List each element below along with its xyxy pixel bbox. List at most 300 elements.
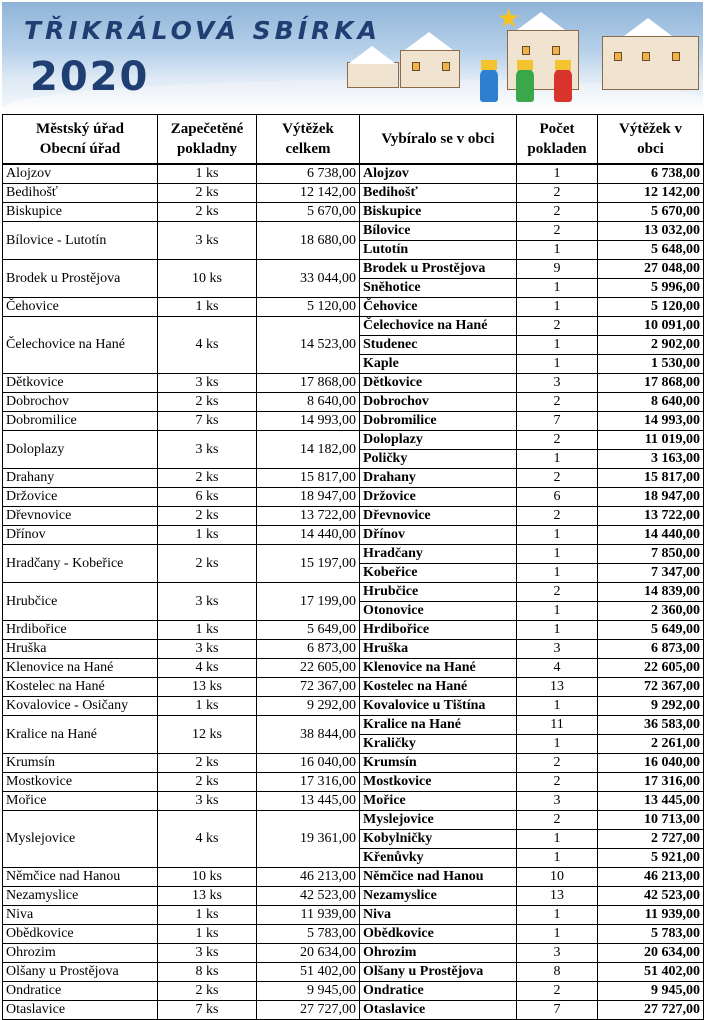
village-yield-cell: 3 163,00 [598, 450, 704, 469]
box-count-cell: 1 [517, 526, 598, 545]
header-yield-total [257, 115, 360, 165]
village-yield-cell: 10 091,00 [598, 317, 704, 336]
sealed-boxes-cell: 2 ks [158, 507, 257, 526]
box-count-cell: 2 [517, 982, 598, 1001]
village-name-cell: Mořice [360, 792, 517, 811]
table-row [3, 773, 704, 792]
village-yield-cell: 2 360,00 [598, 602, 704, 621]
sealed-boxes-cell: 1 ks [158, 697, 257, 716]
village-yield-cell: 17 316,00 [598, 773, 704, 792]
header-office [3, 115, 158, 165]
box-count-cell: 1 [517, 735, 598, 754]
sealed-boxes-cell: 2 ks [158, 184, 257, 203]
office-name-cell: Němčice nad Hanou [3, 868, 158, 887]
village-name-cell: Kovalovice u Tištína [360, 697, 517, 716]
office-name-cell: Hrdibořice [3, 621, 158, 640]
village-name-cell: Poličky [360, 450, 517, 469]
box-count-cell: 2 [517, 222, 598, 241]
village-yield-cell: 1 530,00 [598, 355, 704, 374]
yield-total-cell: 33 044,00 [257, 260, 360, 298]
yield-total-cell: 11 939,00 [257, 906, 360, 925]
sealed-boxes-cell: 3 ks [158, 431, 257, 469]
box-count-cell: 2 [517, 431, 598, 450]
yield-total-cell: 22 605,00 [257, 659, 360, 678]
village-yield-cell: 13 032,00 [598, 222, 704, 241]
yield-total-cell: 17 868,00 [257, 374, 360, 393]
office-name-cell: Olšany u Prostějova [3, 963, 158, 982]
box-count-cell: 8 [517, 963, 598, 982]
village-yield-cell: 72 367,00 [598, 678, 704, 697]
yield-total-cell: 5 670,00 [257, 203, 360, 222]
office-name-cell: Obědkovice [3, 925, 158, 944]
header-yield-total-line2: celkem [285, 141, 331, 157]
office-name-cell: Nezamyslice [3, 887, 158, 906]
table-row [3, 621, 704, 640]
office-name-cell: Hrubčice [3, 583, 158, 621]
office-name-cell: Otaslavice [3, 1001, 158, 1020]
yield-total-cell: 5 649,00 [257, 621, 360, 640]
box-count-cell: 6 [517, 488, 598, 507]
village-yield-cell: 8 640,00 [598, 393, 704, 412]
box-count-cell: 7 [517, 1001, 598, 1020]
header-sealed-boxes [158, 115, 257, 165]
sealed-boxes-cell: 2 ks [158, 982, 257, 1001]
sealed-boxes-cell: 3 ks [158, 583, 257, 621]
yield-total-cell: 6 738,00 [257, 164, 360, 184]
village-name-cell: Lutotín [360, 241, 517, 260]
table-row [3, 583, 704, 602]
yield-total-cell: 14 440,00 [257, 526, 360, 545]
village-yield-cell: 46 213,00 [598, 868, 704, 887]
box-count-cell: 1 [517, 545, 598, 564]
table-row [3, 716, 704, 735]
header-office-line1: Městský úřad [36, 121, 124, 137]
yield-total-cell: 15 817,00 [257, 469, 360, 488]
yield-total-cell: 17 316,00 [257, 773, 360, 792]
header-sealed-line1: Zapečetěné [170, 121, 244, 137]
village-yield-cell: 10 713,00 [598, 811, 704, 830]
sealed-boxes-cell: 3 ks [158, 640, 257, 659]
village-name-cell: Kraličky [360, 735, 517, 754]
table-row [3, 906, 704, 925]
window-icon [442, 62, 450, 71]
box-count-cell: 3 [517, 792, 598, 811]
village-yield-cell: 5 921,00 [598, 849, 704, 868]
village-yield-cell: 9 945,00 [598, 982, 704, 1001]
table-row [3, 469, 704, 488]
box-count-cell: 1 [517, 564, 598, 583]
village-yield-cell: 7 850,00 [598, 545, 704, 564]
village-yield-cell: 9 292,00 [598, 697, 704, 716]
table-row [3, 868, 704, 887]
header-yield-village-line2: obci [637, 141, 664, 157]
table-row [3, 526, 704, 545]
window-icon [552, 46, 560, 55]
table-row [3, 488, 704, 507]
sealed-boxes-cell: 10 ks [158, 868, 257, 887]
yield-total-cell: 5 120,00 [257, 298, 360, 317]
village-yield-cell: 13 445,00 [598, 792, 704, 811]
sealed-boxes-cell: 4 ks [158, 811, 257, 868]
village-yield-cell: 5 670,00 [598, 203, 704, 222]
village-yield-cell: 7 347,00 [598, 564, 704, 583]
box-count-cell: 1 [517, 906, 598, 925]
village-name-cell: Dřínov [360, 526, 517, 545]
village-yield-cell: 36 583,00 [598, 716, 704, 735]
sealed-boxes-cell: 2 ks [158, 773, 257, 792]
yield-total-cell: 18 947,00 [257, 488, 360, 507]
box-count-cell: 13 [517, 887, 598, 906]
box-count-cell: 1 [517, 925, 598, 944]
village-name-cell: Dobrochov [360, 393, 517, 412]
box-count-cell: 3 [517, 944, 598, 963]
sealed-boxes-cell: 12 ks [158, 716, 257, 754]
office-name-cell: Mostkovice [3, 773, 158, 792]
yield-total-cell: 19 361,00 [257, 811, 360, 868]
table-header [3, 115, 704, 165]
village-yield-cell: 14 440,00 [598, 526, 704, 545]
table-row [3, 507, 704, 526]
box-count-cell: 1 [517, 830, 598, 849]
table-row [3, 925, 704, 944]
village-name-cell: Němčice nad Hanou [360, 868, 517, 887]
village-yield-cell: 11 939,00 [598, 906, 704, 925]
office-name-cell: Kralice na Hané [3, 716, 158, 754]
table-row [3, 412, 704, 431]
village-yield-cell: 2 261,00 [598, 735, 704, 754]
office-name-cell: Biskupice [3, 203, 158, 222]
village-name-cell: Čehovice [360, 298, 517, 317]
box-count-cell: 2 [517, 469, 598, 488]
box-count-cell: 2 [517, 317, 598, 336]
village-name-cell: Dřevnovice [360, 507, 517, 526]
office-name-cell: Bílovice - Lutotín [3, 222, 158, 260]
crown-icon [555, 60, 571, 70]
village-name-cell: Dobromilice [360, 412, 517, 431]
table-row [3, 640, 704, 659]
table-row [3, 944, 704, 963]
village-yield-cell: 27 727,00 [598, 1001, 704, 1020]
village-name-cell: Hradčany [360, 545, 517, 564]
village-yield-cell: 6 738,00 [598, 164, 704, 184]
village-yield-cell: 5 996,00 [598, 279, 704, 298]
village-name-cell: Kaple [360, 355, 517, 374]
village-name-cell: Otonovice [360, 602, 517, 621]
village-yield-cell: 15 817,00 [598, 469, 704, 488]
box-count-cell: 1 [517, 602, 598, 621]
village-yield-cell: 5 783,00 [598, 925, 704, 944]
table-row [3, 963, 704, 982]
roof-icon [405, 32, 453, 50]
village-name-cell: Obědkovice [360, 925, 517, 944]
crown-icon [517, 60, 533, 70]
office-name-cell: Dobrochov [3, 393, 158, 412]
roof-icon [624, 18, 672, 36]
village-name-cell: Alojzov [360, 164, 517, 184]
village-yield-cell: 14 839,00 [598, 583, 704, 602]
village-yield-cell: 5 649,00 [598, 621, 704, 640]
box-count-cell: 2 [517, 773, 598, 792]
village-name-cell: Krumsín [360, 754, 517, 773]
yield-total-cell: 9 292,00 [257, 697, 360, 716]
header-box-count-line1: Počet [539, 121, 575, 137]
table-row [3, 811, 704, 830]
box-count-cell: 3 [517, 374, 598, 393]
table-row [3, 393, 704, 412]
header-collected-in-label: Vybíralo se v obci [381, 131, 495, 147]
yield-total-cell: 51 402,00 [257, 963, 360, 982]
box-count-cell: 1 [517, 336, 598, 355]
office-name-cell: Čehovice [3, 298, 158, 317]
village-yield-cell: 11 019,00 [598, 431, 704, 450]
box-count-cell: 2 [517, 203, 598, 222]
sealed-boxes-cell: 4 ks [158, 659, 257, 678]
table-row [3, 317, 704, 336]
office-name-cell: Doloplazy [3, 431, 158, 469]
yield-total-cell: 5 783,00 [257, 925, 360, 944]
sealed-boxes-cell: 1 ks [158, 906, 257, 925]
village-name-cell: Brodek u Prostějova [360, 260, 517, 279]
sealed-boxes-cell: 3 ks [158, 374, 257, 393]
sealed-boxes-cell: 6 ks [158, 488, 257, 507]
village-name-cell: Hrdibořice [360, 621, 517, 640]
crown-icon [481, 60, 497, 70]
office-name-cell: Dobromilice [3, 412, 158, 431]
village-yield-cell: 13 722,00 [598, 507, 704, 526]
table-row [3, 982, 704, 1001]
yield-total-cell: 9 945,00 [257, 982, 360, 1001]
office-name-cell: Držovice [3, 488, 158, 507]
village-name-cell: Sněhotice [360, 279, 517, 298]
yield-total-cell: 14 993,00 [257, 412, 360, 431]
table-row [3, 754, 704, 773]
yield-total-cell: 12 142,00 [257, 184, 360, 203]
office-name-cell: Myslejovice [3, 811, 158, 868]
sealed-boxes-cell: 2 ks [158, 545, 257, 583]
table-row [3, 697, 704, 716]
village-name-cell: Mostkovice [360, 773, 517, 792]
window-icon [614, 52, 622, 61]
village-name-cell: Otaslavice [360, 1001, 517, 1020]
sealed-boxes-cell: 3 ks [158, 944, 257, 963]
sealed-boxes-cell: 2 ks [158, 203, 257, 222]
office-name-cell: Mořice [3, 792, 158, 811]
office-name-cell: Bedihošť [3, 184, 158, 203]
office-name-cell: Krumsín [3, 754, 158, 773]
village-name-cell: Bílovice [360, 222, 517, 241]
yield-total-cell: 17 199,00 [257, 583, 360, 621]
box-count-cell: 1 [517, 621, 598, 640]
box-count-cell: 2 [517, 184, 598, 203]
header-yield-village-line1: Výtěžek v [619, 121, 682, 137]
office-name-cell: Brodek u Prostějova [3, 260, 158, 298]
box-count-cell: 3 [517, 640, 598, 659]
office-name-cell: Niva [3, 906, 158, 925]
village-yield-cell: 14 993,00 [598, 412, 704, 431]
header-yield-total-line1: Výtěžek [282, 121, 334, 137]
village-name-cell: Hrubčice [360, 583, 517, 602]
village-name-cell: Ohrozim [360, 944, 517, 963]
box-count-cell: 2 [517, 811, 598, 830]
office-name-cell: Klenovice na Hané [3, 659, 158, 678]
village-yield-cell: 42 523,00 [598, 887, 704, 906]
village-name-cell: Bedihošť [360, 184, 517, 203]
box-count-cell: 4 [517, 659, 598, 678]
house-icon [400, 50, 460, 88]
header-collected-in [360, 115, 517, 165]
village-name-cell: Doloplazy [360, 431, 517, 450]
table-row [3, 1001, 704, 1020]
village-yield-cell: 5 648,00 [598, 241, 704, 260]
office-name-cell: Alojzov [3, 164, 158, 184]
village-name-cell: Kobeřice [360, 564, 517, 583]
box-count-cell: 1 [517, 298, 598, 317]
table-row [3, 431, 704, 450]
office-name-cell: Hruška [3, 640, 158, 659]
yield-total-cell: 14 182,00 [257, 431, 360, 469]
yield-total-cell: 13 445,00 [257, 792, 360, 811]
window-icon [412, 62, 420, 71]
yield-total-cell: 8 640,00 [257, 393, 360, 412]
village-name-cell: Drahany [360, 469, 517, 488]
sealed-boxes-cell: 3 ks [158, 792, 257, 811]
table-body [3, 164, 704, 1020]
village-yield-cell: 18 947,00 [598, 488, 704, 507]
box-count-cell: 11 [517, 716, 598, 735]
box-count-cell: 2 [517, 754, 598, 773]
village-name-cell: Myslejovice [360, 811, 517, 830]
sealed-boxes-cell: 1 ks [158, 164, 257, 184]
box-count-cell: 1 [517, 450, 598, 469]
office-name-cell: Dřevnovice [3, 507, 158, 526]
sealed-boxes-cell: 1 ks [158, 298, 257, 317]
village-yield-cell: 5 120,00 [598, 298, 704, 317]
village-name-cell: Olšany u Prostějova [360, 963, 517, 982]
yield-total-cell: 20 634,00 [257, 944, 360, 963]
house-icon [347, 62, 399, 88]
yield-total-cell: 16 040,00 [257, 754, 360, 773]
village-yield-cell: 2 727,00 [598, 830, 704, 849]
box-count-cell: 9 [517, 260, 598, 279]
sealed-boxes-cell: 2 ks [158, 754, 257, 773]
village-name-cell: Niva [360, 906, 517, 925]
sealed-boxes-cell: 13 ks [158, 678, 257, 697]
village-name-cell: Držovice [360, 488, 517, 507]
header-sealed-line2: pokladny [176, 141, 238, 157]
table-row [3, 374, 704, 393]
sealed-boxes-cell: 10 ks [158, 260, 257, 298]
sealed-boxes-cell: 2 ks [158, 393, 257, 412]
yield-total-cell: 6 873,00 [257, 640, 360, 659]
header-office-line2: Obecní úřad [39, 141, 121, 157]
header-banner [2, 2, 703, 113]
village-name-cell: Kostelec na Hané [360, 678, 517, 697]
village-yield-cell: 20 634,00 [598, 944, 704, 963]
window-icon [672, 52, 680, 61]
sealed-boxes-cell: 8 ks [158, 963, 257, 982]
table-row [3, 260, 704, 279]
king-figure-icon [480, 68, 498, 102]
village-yield-cell: 22 605,00 [598, 659, 704, 678]
office-name-cell: Kovalovice - Osičany [3, 697, 158, 716]
yield-total-cell: 46 213,00 [257, 868, 360, 887]
village-name-cell: Nezamyslice [360, 887, 517, 906]
village-yield-cell: 2 902,00 [598, 336, 704, 355]
village-name-cell: Čelechovice na Hané [360, 317, 517, 336]
box-count-cell: 1 [517, 697, 598, 716]
sealed-boxes-cell: 7 ks [158, 1001, 257, 1020]
table-row [3, 545, 704, 564]
table-row [3, 164, 704, 184]
box-count-cell: 2 [517, 507, 598, 526]
yield-total-cell: 72 367,00 [257, 678, 360, 697]
village-name-cell: Hruška [360, 640, 517, 659]
office-name-cell: Dřínov [3, 526, 158, 545]
village-name-cell: Biskupice [360, 203, 517, 222]
sealed-boxes-cell: 13 ks [158, 887, 257, 906]
box-count-cell: 7 [517, 412, 598, 431]
table-row [3, 887, 704, 906]
yield-total-cell: 14 523,00 [257, 317, 360, 374]
collection-table [2, 114, 704, 1020]
village-name-cell: Křenůvky [360, 849, 517, 868]
village-name-cell: Klenovice na Hané [360, 659, 517, 678]
village-yield-cell: 27 048,00 [598, 260, 704, 279]
roof-icon [517, 12, 565, 30]
roof-icon [348, 46, 396, 64]
village-yield-cell: 51 402,00 [598, 963, 704, 982]
box-count-cell: 2 [517, 393, 598, 412]
window-icon [522, 46, 530, 55]
banner-year: 2020 [30, 54, 150, 100]
village-name-cell: Dětkovice [360, 374, 517, 393]
box-count-cell: 2 [517, 583, 598, 602]
sealed-boxes-cell: 2 ks [158, 469, 257, 488]
box-count-cell: 1 [517, 164, 598, 184]
box-count-cell: 10 [517, 868, 598, 887]
table-row [3, 184, 704, 203]
table-row [3, 792, 704, 811]
yield-total-cell: 15 197,00 [257, 545, 360, 583]
header-yield-village [598, 115, 704, 165]
sealed-boxes-cell: 7 ks [158, 412, 257, 431]
village-yield-cell: 12 142,00 [598, 184, 704, 203]
office-name-cell: Ondratice [3, 982, 158, 1001]
sealed-boxes-cell: 1 ks [158, 925, 257, 944]
sealed-boxes-cell: 1 ks [158, 621, 257, 640]
table-row [3, 678, 704, 697]
office-name-cell: Čelechovice na Hané [3, 317, 158, 374]
office-name-cell: Drahany [3, 469, 158, 488]
office-name-cell: Ohrozim [3, 944, 158, 963]
office-name-cell: Hradčany - Kobeřice [3, 545, 158, 583]
yield-total-cell: 38 844,00 [257, 716, 360, 754]
yield-total-cell: 27 727,00 [257, 1001, 360, 1020]
sealed-boxes-cell: 3 ks [158, 222, 257, 260]
yield-total-cell: 18 680,00 [257, 222, 360, 260]
banner-title: TŘIKRÁLOVÁ SBÍRKA [24, 16, 382, 45]
table-row [3, 222, 704, 241]
header-box-count-line2: pokladen [527, 141, 587, 157]
star-icon: ★ [497, 4, 521, 33]
office-name-cell: Dětkovice [3, 374, 158, 393]
box-count-cell: 13 [517, 678, 598, 697]
village-name-cell: Kobylničky [360, 830, 517, 849]
house-icon [602, 36, 699, 90]
village-name-cell: Ondratice [360, 982, 517, 1001]
box-count-cell: 1 [517, 279, 598, 298]
village-name-cell: Studenec [360, 336, 517, 355]
